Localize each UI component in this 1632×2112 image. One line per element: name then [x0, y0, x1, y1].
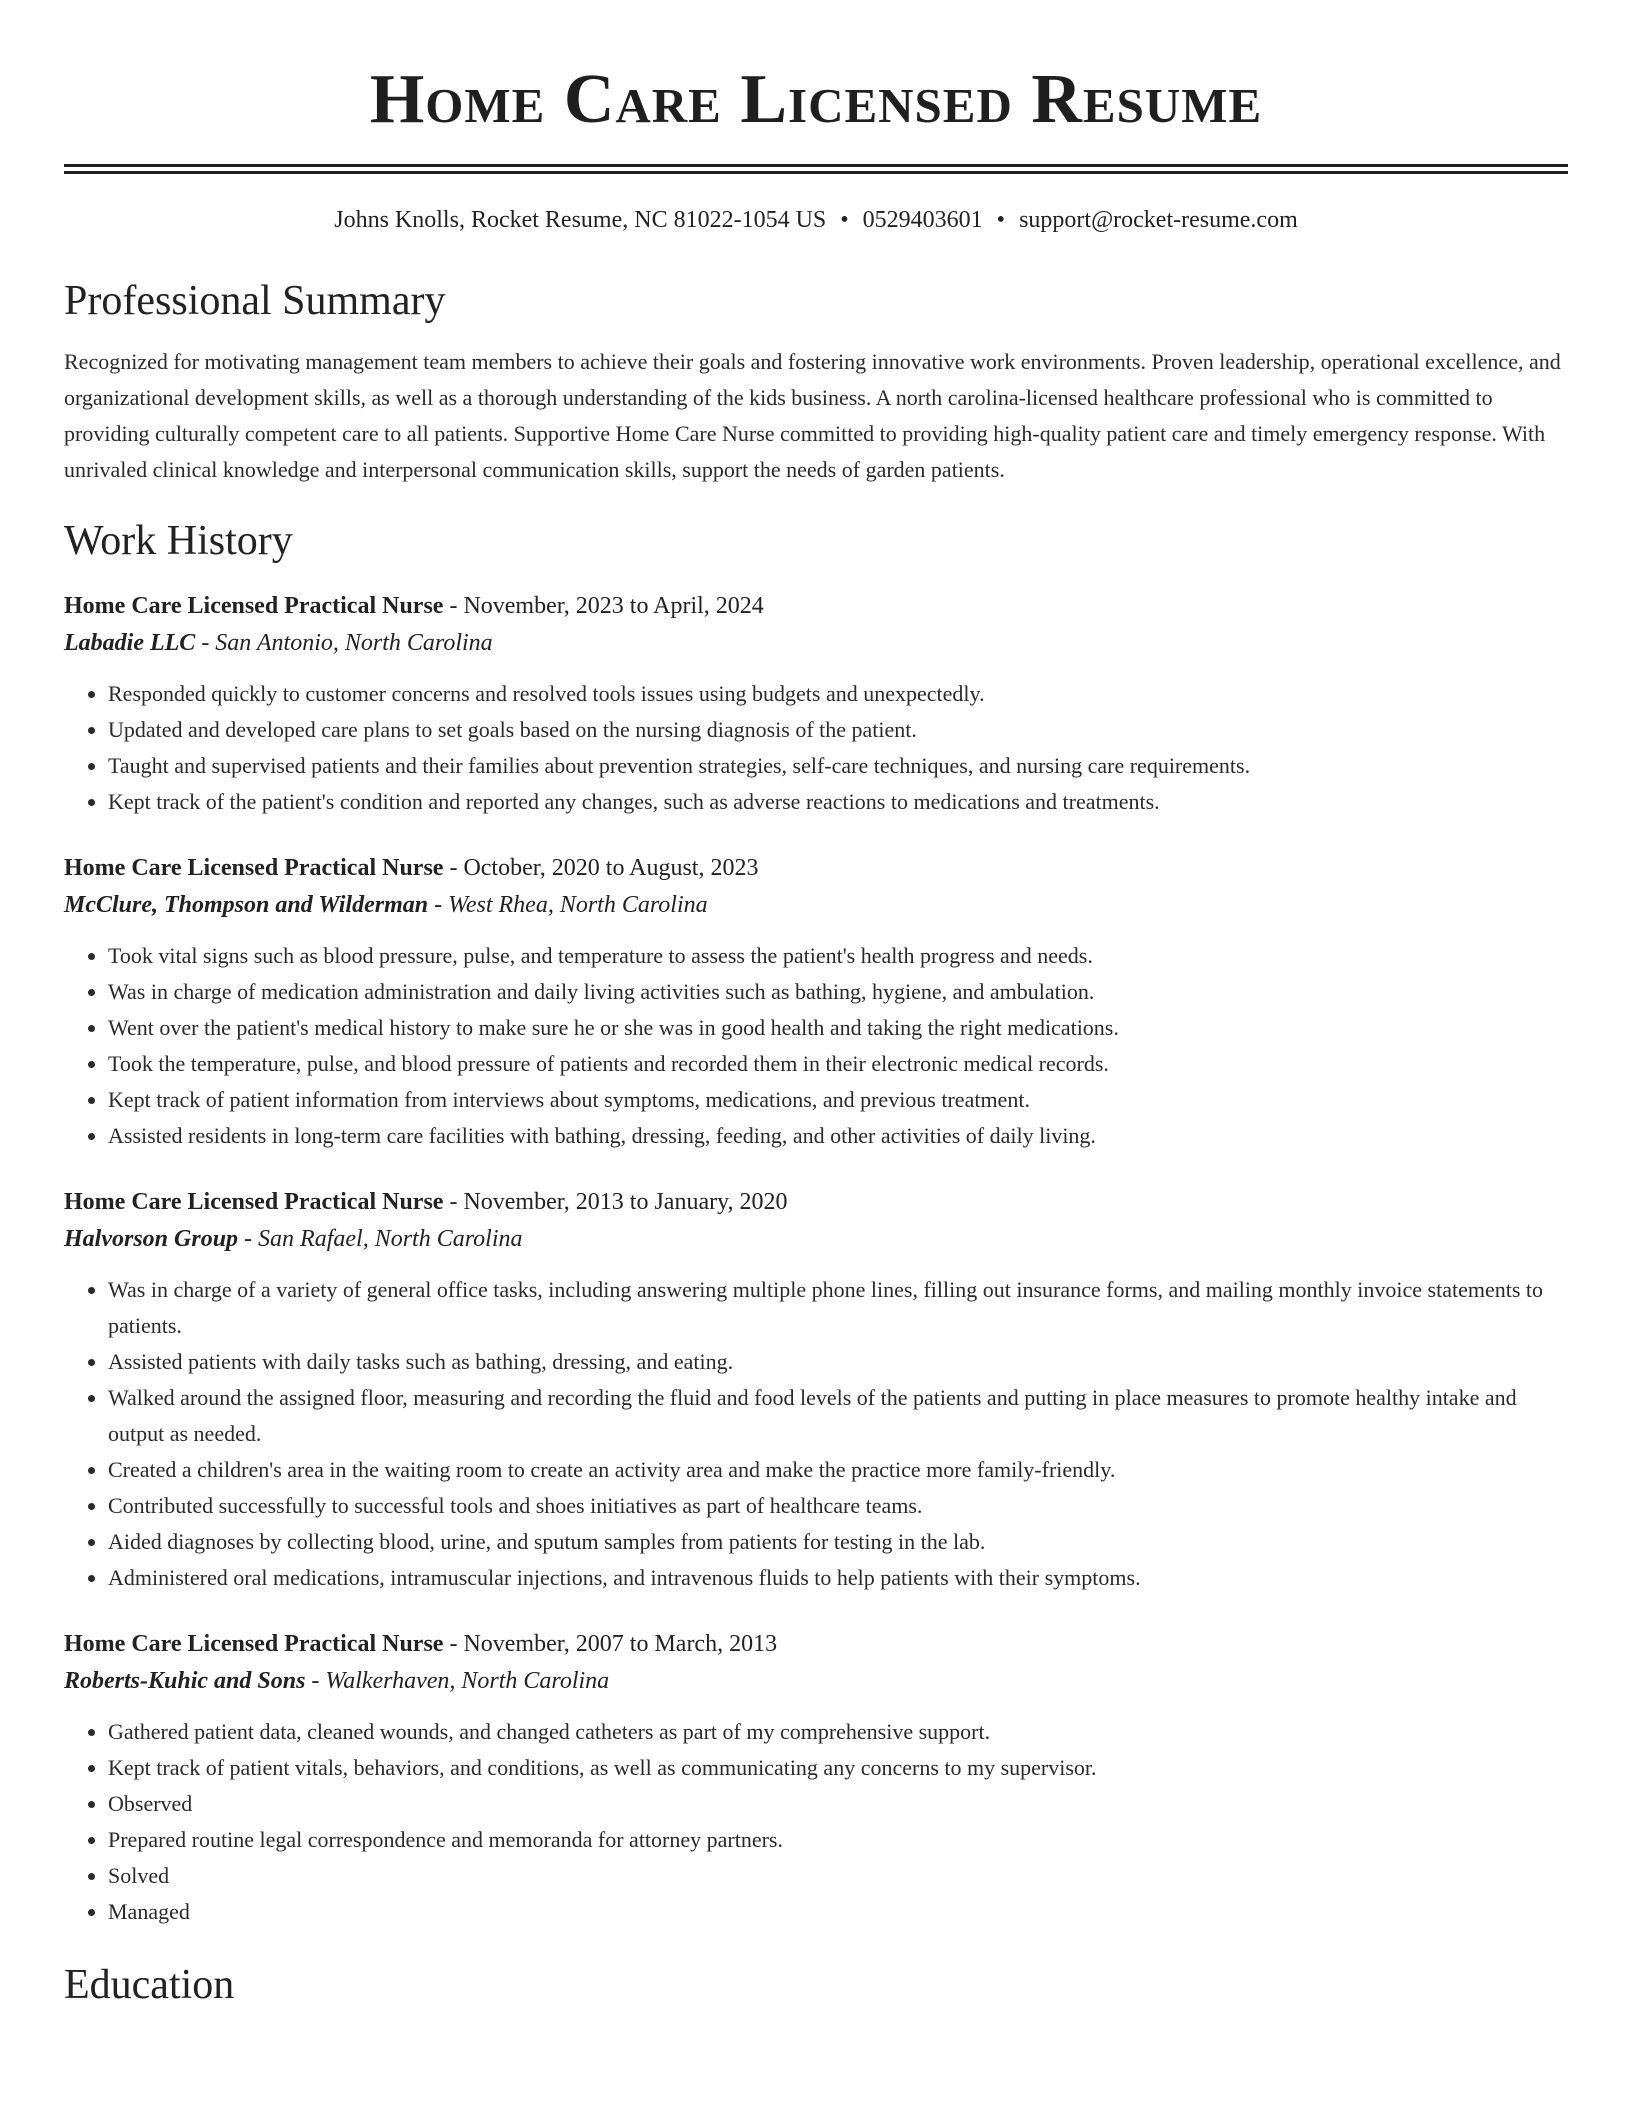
job-company: McClure, Thompson and Wilderman	[64, 892, 429, 918]
job-bullet: • Responded quickly to customer concerns and resolved tools issues using budgets and unexpectedly.	[108, 676, 1568, 712]
job-bullet: • Took the temperature, pulse, and blood pressure of patients and recorded them in their electronic medical records.	[108, 1046, 1568, 1082]
job-company-line	[64, 624, 1568, 662]
job-location: - Walkerhaven, North Carolina	[305, 1668, 610, 1694]
job-company: Roberts-Kuhic and Sons	[64, 1668, 306, 1694]
education-heading: Education	[64, 1962, 235, 2008]
job-title-line	[64, 1626, 1568, 1662]
job-company: Halvorson Group	[64, 1226, 239, 1252]
job-bullets	[64, 1714, 1568, 1930]
title-divider	[64, 164, 1568, 174]
job-title: Home Care Licensed Practical Nurse	[64, 593, 444, 619]
job-title: Home Care Licensed Practical Nurse	[64, 1631, 444, 1657]
job-bullet: • Updated and developed care plans to set goals based on the nursing diagnosis of the patient.	[108, 712, 1568, 748]
job-bullet: • Walked around the assigned floor, measuring and recording the fluid and food levels of the patients and putting in place measures to promote healthy intake and output as needed.	[108, 1380, 1568, 1452]
job-bullet: • Contributed successfully to successful tools and shoes initiatives as part of healthcare teams.	[108, 1488, 1568, 1524]
job-bullet: • Was in charge of a variety of general office tasks, including answering multiple phone lines, filling out insurance forms, and mailing monthly invoice statements to patients.	[108, 1272, 1568, 1344]
job-entry	[64, 850, 1568, 1154]
job-bullet: • Administered oral medications, intramuscular injections, and intravenous fluids to help patients with their symptoms.	[108, 1560, 1568, 1596]
job-company-line	[64, 1662, 1568, 1700]
contact-separator: •	[840, 207, 849, 233]
job-bullet: • Went over the patient's medical history to make sure he or she was in good health and taking the right medications.	[108, 1010, 1568, 1046]
job-title-line	[64, 850, 1568, 886]
contact-separator: •	[996, 207, 1006, 233]
contact-line	[64, 204, 1568, 236]
contact-email: support@rocket-resume.com	[1019, 207, 1298, 233]
contact-phone: 0529403601	[862, 207, 983, 233]
summary-heading: Professional Summary	[64, 278, 446, 324]
job-location: - San Rafael, North Carolina	[238, 1226, 523, 1252]
job-bullet: • Took vital signs such as blood pressure, pulse, and temperature to assess the patient's health progress and needs.	[108, 938, 1568, 974]
job-bullet: • Kept track of patient vitals, behaviors, and conditions, as well as communicating any concerns to my supervisor.	[108, 1750, 1568, 1786]
job-bullet: • Gathered patient data, cleaned wounds, and changed catheters as part of my comprehensive support.	[108, 1714, 1568, 1750]
job-entry	[64, 1626, 1568, 1930]
contact-address: Johns Knolls, Rocket Resume, NC 81022-1054 US	[334, 207, 827, 233]
job-company-line	[64, 886, 1568, 924]
resume-title: Home Care Licensed Resume	[369, 61, 1263, 138]
resume-page	[64, 0, 1568, 2010]
job-bullet: • Kept track of the patient's condition and reported any changes, such as adverse reactions to medications and treatments.	[108, 784, 1568, 820]
job-company: Labadie LLC	[64, 630, 196, 656]
job-dates: - November, 2007 to March, 2013	[443, 1631, 778, 1657]
job-bullet: • Assisted patients with daily tasks such as bathing, dressing, and eating.	[108, 1344, 1568, 1380]
job-bullet: • Was in charge of medication administration and daily living activities such as bathing, hygiene, and ambulation.	[108, 974, 1568, 1010]
job-bullet: • Assisted residents in long-term care facilities with bathing, dressing, feeding, and other activities of daily living.	[108, 1118, 1568, 1154]
job-title: Home Care Licensed Practical Nurse	[64, 1189, 444, 1215]
job-bullet: • Prepared routine legal correspondence and memoranda for attorney partners.	[108, 1822, 1568, 1858]
job-bullet: • Solved	[108, 1858, 1568, 1894]
job-bullet: • Managed	[108, 1894, 1568, 1930]
job-bullets	[64, 676, 1568, 820]
work-history-list	[64, 588, 1568, 1930]
job-bullet: • Aided diagnoses by collecting blood, urine, and sputum samples from patients for testing in the lab.	[108, 1524, 1568, 1560]
job-bullet: • Created a children's area in the waiting room to create an activity area and make the practice more family-friendly.	[108, 1452, 1568, 1488]
job-title: Home Care Licensed Practical Nurse	[64, 855, 444, 881]
job-title-line	[64, 1184, 1568, 1220]
job-location: - San Antonio, North Carolina	[195, 630, 493, 656]
work-history-heading: Work History	[64, 518, 293, 564]
job-dates: - November, 2013 to January, 2020	[443, 1189, 788, 1215]
job-dates: - October, 2020 to August, 2023	[443, 855, 759, 881]
job-bullet: • Observed	[108, 1786, 1568, 1822]
job-dates: - November, 2023 to April, 2024	[443, 593, 764, 619]
job-title-line	[64, 588, 1568, 624]
job-entry	[64, 1184, 1568, 1596]
job-bullets	[64, 938, 1568, 1154]
job-bullet: • Kept track of patient information from interviews about symptoms, medications, and previous treatment.	[108, 1082, 1568, 1118]
job-company-line	[64, 1220, 1568, 1258]
job-bullet: • Taught and supervised patients and their families about prevention strategies, self-care techniques, and nursing care requirements.	[108, 748, 1568, 784]
job-bullets	[64, 1272, 1568, 1596]
job-location: - West Rhea, North Carolina	[428, 892, 708, 918]
job-entry	[64, 588, 1568, 820]
summary-text: Recognized for motivating management team members to achieve their goals and fostering innovative work environments. Proven leadership, operational excellence, and organizational development skills, as well as a thorough understanding of the kids business. A north carolina-licensed healthcare professional who is committed to providing culturally competent care to all patients. Supportive Home Care Nurse committed to providing high-quality patient care and timely emergency response. With unrivaled clinical knowledge and interpersonal communication skills, support the needs of garden patients.	[64, 349, 1561, 482]
